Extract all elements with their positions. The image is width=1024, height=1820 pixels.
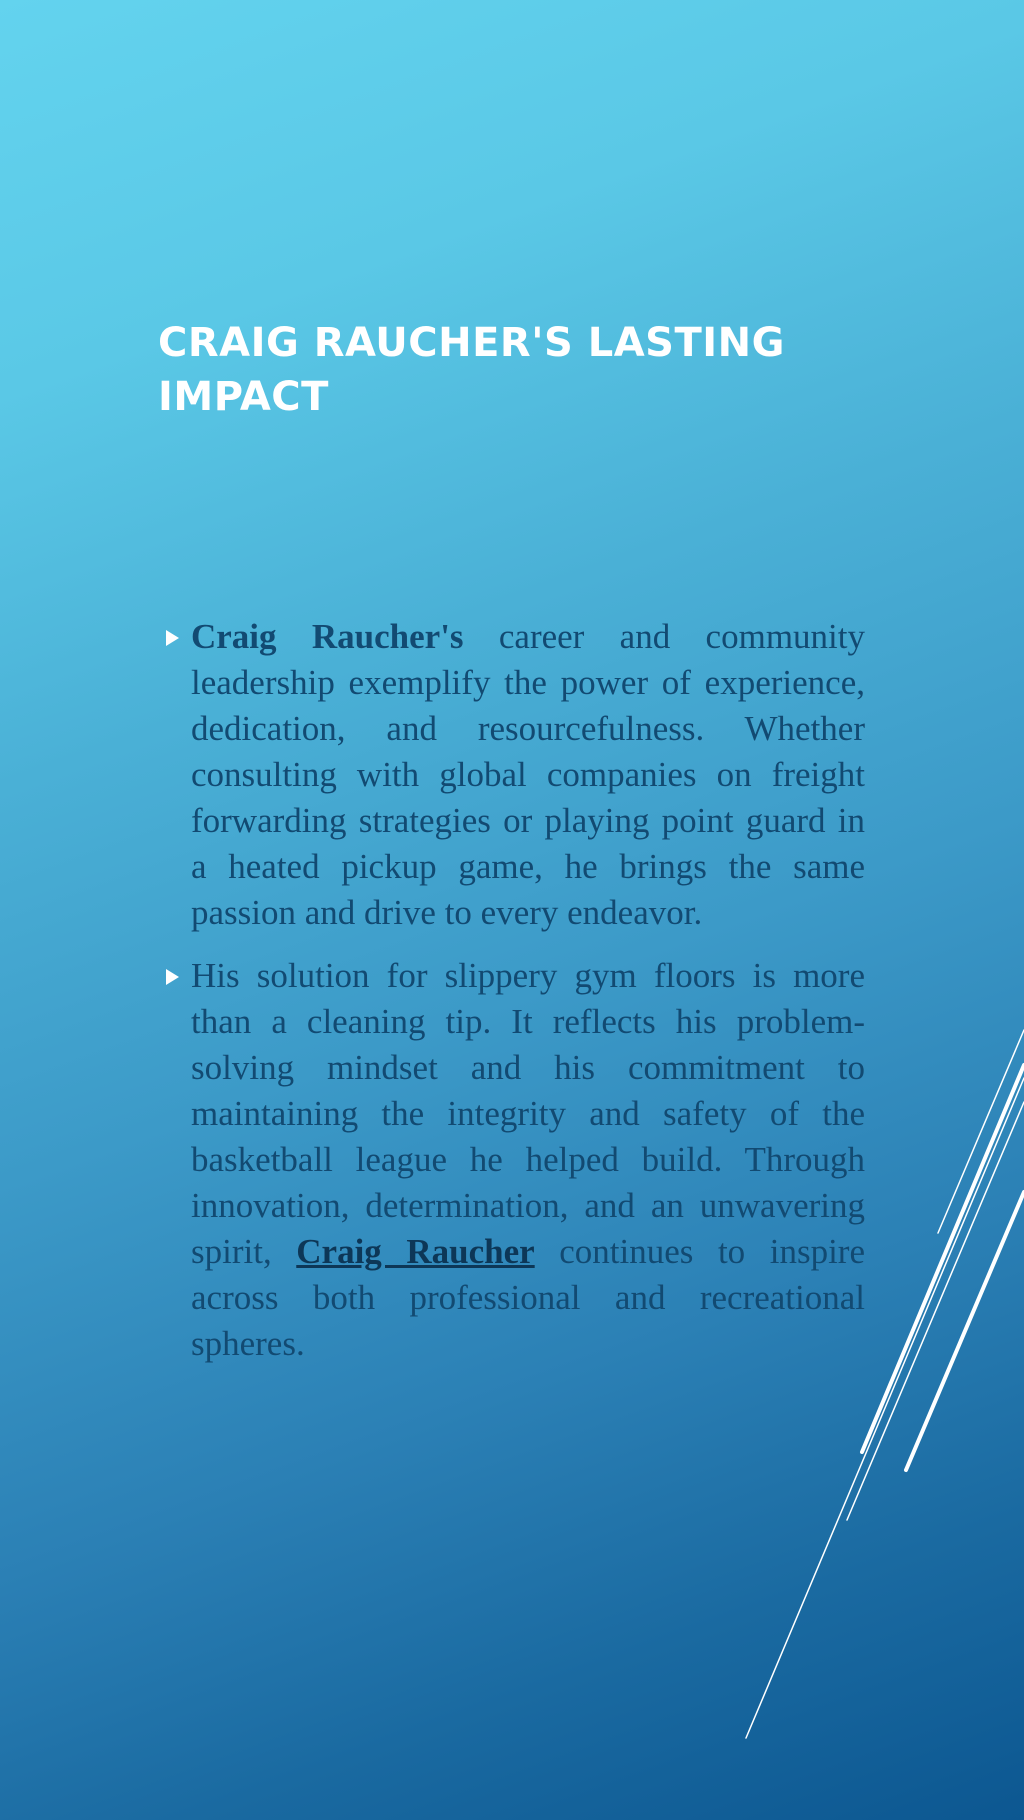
- decor-line: [862, 1065, 1024, 1452]
- triangle-right-icon: [166, 969, 179, 985]
- slide-title: CRAIG RAUCHER'S LASTING IMPACT: [158, 320, 785, 420]
- triangle-right-icon: [166, 630, 179, 646]
- decor-line: [847, 1102, 1024, 1520]
- bold-name: Craig Raucher's: [191, 617, 464, 656]
- bullet-text: His solution for slippery gym floors is more than a cleaning tip. It reflects his problem-solving mindset and his commitment to maintaining the integrity and safety of the basketball league he helped build. Through innovation, determination, and an unwavering spirit,: [191, 956, 865, 1271]
- bullet-item: [160, 614, 865, 936]
- bullet-list: [160, 614, 865, 1384]
- bullet-text: career and community leadership exemplify the power of experience, dedication, and resourcefulness. Whether consulting with global companies on freight forwarding strategies or playing point guard in a heated pickup game, he brings the same passion and drive to every endeavor.: [191, 617, 865, 932]
- craig-raucher-link[interactable]: Craig Raucher: [296, 1232, 535, 1271]
- decor-line: [906, 1192, 1024, 1470]
- bullet-item: [160, 953, 865, 1367]
- decor-line: [938, 1030, 1024, 1233]
- bullet-text: continues to inspire across both professional and recreational spheres.: [191, 1232, 865, 1363]
